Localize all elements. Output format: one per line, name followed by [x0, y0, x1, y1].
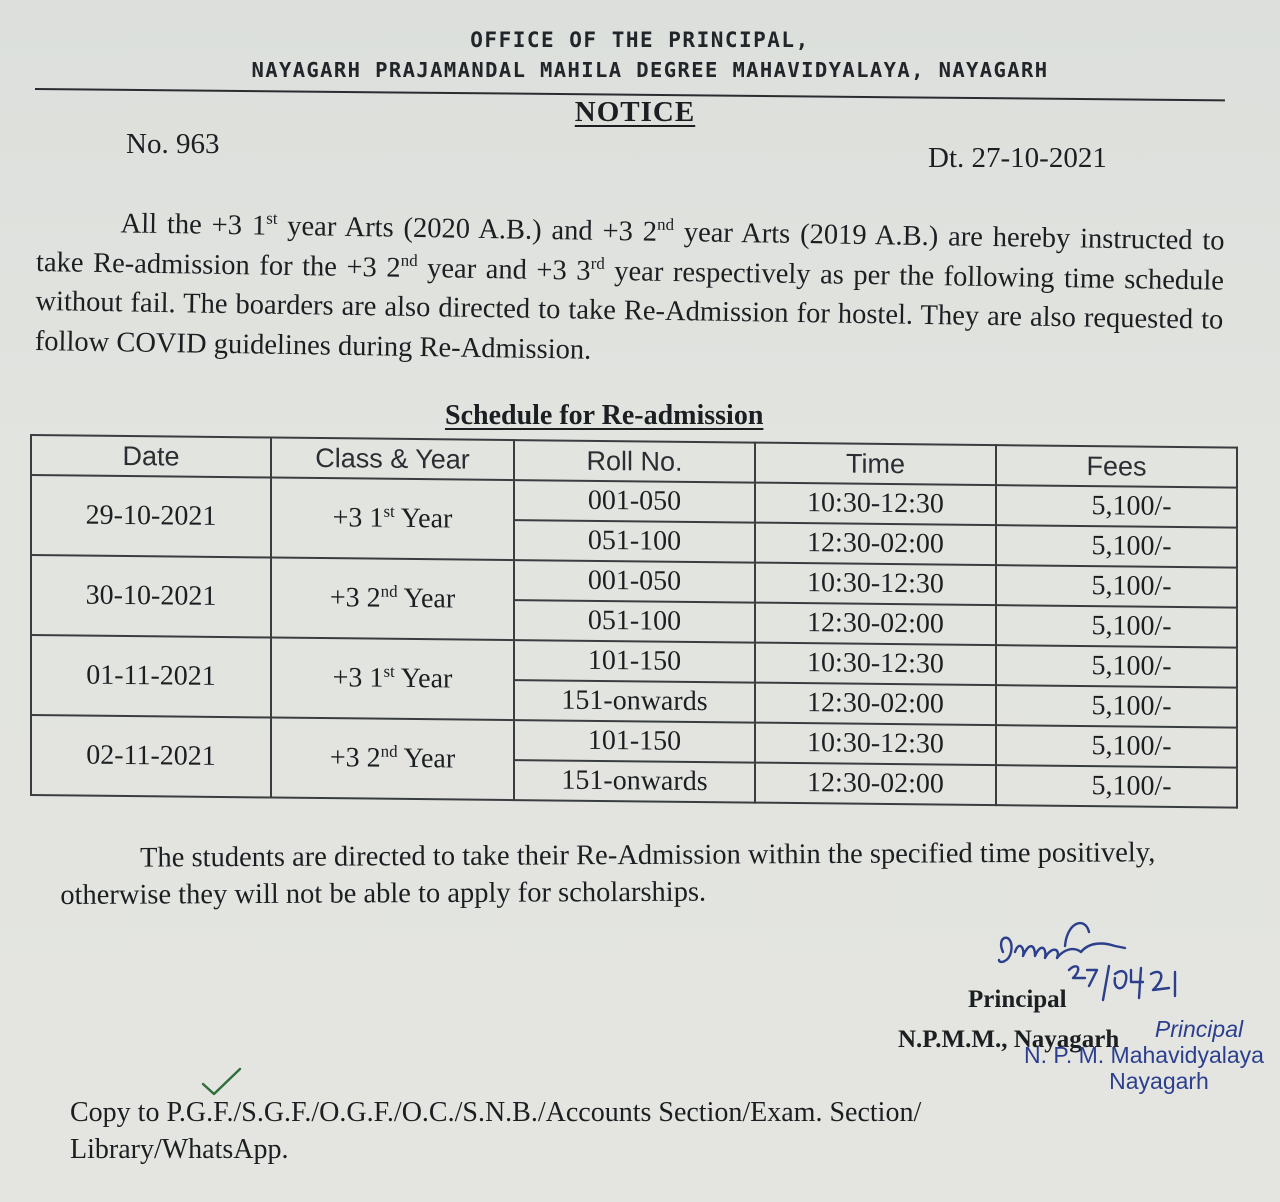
cell-fees: 5,100/-	[996, 725, 1237, 768]
cell-date: 02-11-2021	[31, 715, 271, 798]
class-year-suffix: Year	[397, 582, 456, 615]
cell-fees: 5,100/-	[996, 685, 1237, 728]
body-superscript: st	[266, 208, 278, 228]
body-text-part: year respectively as per the following time schedule without fail. The boarders are also directed to take Re-Admission for hostel. They are also requested to follow COVID guidelines during Re-Admission.	[34, 255, 1225, 366]
cell-fees: 5,100/-	[996, 565, 1237, 608]
body-text-part: year and +3 3	[417, 252, 591, 287]
cell-fees: 5,100/-	[996, 485, 1237, 528]
header-fees: Fees	[996, 445, 1237, 488]
schedule-table-body	[31, 475, 1237, 808]
signatory-org: N.P.M.M., Nayagarh	[898, 1026, 1120, 1053]
class-year-suffix: Year	[394, 662, 453, 695]
cell-class-year	[271, 558, 514, 641]
class-year-prefix: +3 1	[332, 662, 384, 694]
cell-roll-no: 001-050	[514, 480, 755, 523]
cell-class-year	[271, 638, 514, 721]
copy-to-list	[70, 1094, 1180, 1168]
cell-date: 30-10-2021	[31, 555, 271, 638]
cell-date: 29-10-2021	[31, 475, 271, 558]
class-year-suffix: Year	[397, 742, 456, 775]
cell-roll-no: 101-150	[514, 640, 755, 683]
notice-date: Dt. 27-10-2021	[928, 142, 1107, 174]
cell-roll-no: 001-050	[514, 560, 755, 603]
cell-roll-no: 151-onwards	[514, 760, 755, 803]
cell-roll-no: 051-100	[514, 520, 755, 563]
class-year-prefix: +3 1	[332, 502, 384, 534]
header-time: Time	[755, 443, 996, 486]
class-year-superscript: st	[383, 661, 395, 681]
cell-time: 10:30-12:30	[755, 483, 996, 526]
schedule-table	[30, 434, 1238, 809]
copy-to-line-2: Library/WhatsApp.	[70, 1134, 289, 1165]
cell-time: 12:30-02:00	[755, 763, 996, 806]
cell-fees: 5,100/-	[996, 525, 1237, 568]
cell-fees: 5,100/-	[996, 605, 1237, 648]
notice-number: No. 963	[126, 128, 220, 160]
cell-time: 10:30-12:30	[755, 723, 996, 766]
college-name-heading: NAYAGARH PRAJAMANDAL MAHILA DEGREE MAHAVIDYALAYA, NAYAGARH	[251, 58, 1049, 82]
cell-class-year	[271, 478, 514, 561]
cell-time: 12:30-02:00	[755, 683, 996, 726]
body-superscript: nd	[656, 214, 675, 235]
copy-to-line-1: Copy to P.G.F./S.G.F./O.G.F./O.C./S.N.B./Accounts Section/Exam. Section/	[70, 1097, 922, 1128]
body-superscript: rd	[590, 253, 606, 273]
class-year-prefix: +3 2	[329, 582, 381, 614]
header-class-year: Class & Year	[271, 438, 514, 481]
cell-roll-no: 151-onwards	[514, 680, 755, 723]
cell-roll-no: 101-150	[514, 720, 755, 763]
cell-time: 10:30-12:30	[755, 563, 996, 606]
cell-fees: 5,100/-	[996, 765, 1237, 808]
signatory-title: Principal	[968, 986, 1067, 1013]
class-year-superscript: nd	[380, 581, 398, 601]
schedule-title: Schedule for Re-admission	[445, 400, 764, 431]
office-heading: OFFICE OF THE PRINCIPAL,	[470, 28, 810, 52]
closing-paragraph	[60, 834, 1190, 914]
body-text-part: All the +3 1	[120, 208, 267, 242]
cell-roll-no: 051-100	[514, 600, 755, 643]
header-date: Date	[31, 435, 271, 478]
cell-class-year	[271, 718, 514, 801]
stamp-line-1: Principal	[1154, 1016, 1244, 1042]
body-text-part: year Arts (2019 A.B.) are hereby instructed to take Re-admission for the +3 2	[35, 217, 1225, 284]
cell-time: 12:30-02:00	[755, 523, 996, 566]
body-text-part: year Arts (2020 A.B.) and +3 2	[277, 210, 658, 248]
notice-title: NOTICE	[574, 96, 696, 128]
cell-time: 10:30-12:30	[755, 643, 996, 686]
body-superscript: nd	[400, 250, 418, 270]
cell-date: 01-11-2021	[31, 635, 271, 718]
stamp-line-3: Nayagarh	[1109, 1068, 1209, 1094]
class-year-superscript: st	[383, 501, 395, 521]
class-year-suffix: Year	[394, 502, 453, 535]
cell-fees: 5,100/-	[996, 645, 1237, 688]
closing-text: The students are directed to take their Re-Admission within the specified time positively, otherwise they will not be able to apply for scholarships.	[60, 837, 1156, 911]
principal-stamp	[1008, 1016, 1280, 1094]
class-year-superscript: nd	[380, 741, 398, 761]
class-year-prefix: +3 2	[329, 742, 381, 774]
header-roll-no: Roll No.	[514, 440, 755, 483]
notice-body-paragraph	[35, 203, 1225, 380]
schedule-table-container	[30, 434, 1236, 809]
stamp-line-2: N. P. M. Mahavidyalaya	[1024, 1042, 1264, 1068]
cell-time: 12:30-02:00	[755, 603, 996, 646]
